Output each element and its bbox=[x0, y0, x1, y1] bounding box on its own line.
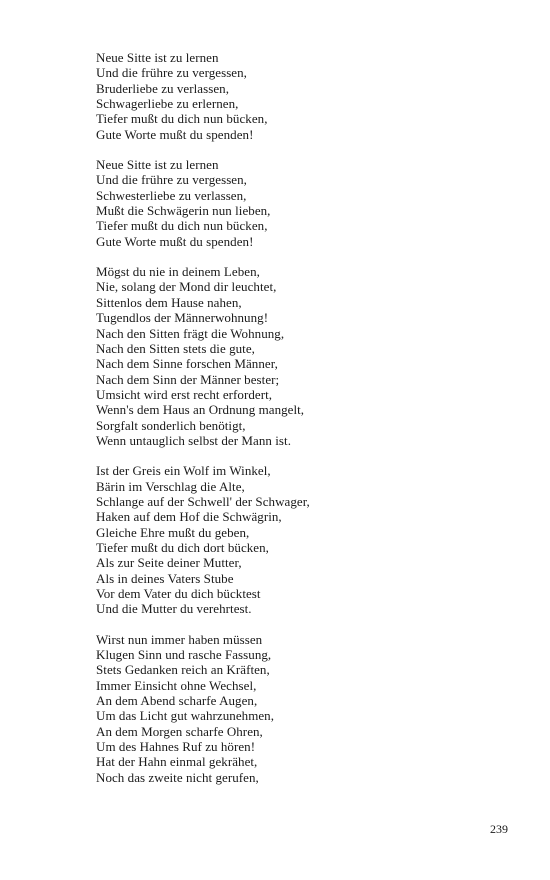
poem-line: Nach den Sitten stets die gute, bbox=[96, 340, 255, 356]
poem-line: Als zur Seite deiner Mutter, bbox=[96, 555, 242, 571]
poem-line: Ist der Greis ein Wolf im Winkel, bbox=[96, 463, 271, 479]
poem-line: Nach dem Sinne forschen Männer, bbox=[96, 356, 278, 372]
stanza bbox=[96, 157, 516, 249]
poem-line: Als in deines Vaters Stube bbox=[96, 570, 234, 586]
poem-line: Wenn untauglich selbst der Mann ist. bbox=[96, 432, 291, 448]
poem-text bbox=[96, 50, 516, 800]
poem-line: Schlange auf der Schwell' der Schwager, bbox=[96, 493, 310, 509]
poem-line: Vor dem Vater du dich bücktest bbox=[96, 586, 261, 601]
poem-line: Mögst du nie in deinem Leben, bbox=[96, 264, 260, 280]
stanza bbox=[96, 463, 516, 616]
poem-line: Wirst nun immer haben müssen bbox=[96, 631, 263, 647]
poem-line: Und die Mutter du verehrtest. bbox=[96, 601, 252, 617]
poem-line: Schwagerliebe zu erlernen, bbox=[96, 96, 239, 112]
poem-line: Klugen Sinn und rasche Fassung, bbox=[96, 647, 272, 663]
poem-line: An dem Abend scharfe Augen, bbox=[96, 693, 258, 709]
poem-line: Nach dem Sinn der Männer bester; bbox=[96, 371, 280, 387]
poem-line: Gleiche Ehre mußt du geben, bbox=[96, 524, 250, 540]
poem-line: Neue Sitte ist zu lernen bbox=[96, 157, 219, 173]
poem-line: Schwesterliebe zu verlassen, bbox=[96, 187, 247, 203]
stanza bbox=[96, 264, 516, 448]
poem-line: Und die frühre zu vergessen, bbox=[96, 172, 247, 188]
poem-line: Tiefer mußt du dich nun bücken, bbox=[96, 218, 268, 234]
poem-line: Neue Sitte ist zu lernen bbox=[96, 50, 219, 65]
poem-line: Mußt die Schwägerin nun lieben, bbox=[96, 203, 271, 219]
poem-line: Haken auf dem Hof die Schwägrin, bbox=[96, 509, 282, 525]
poem-line: Bärin im Verschlag die Alte, bbox=[96, 478, 245, 494]
poem-line: Hat der Hahn einmal gekrähet, bbox=[96, 754, 258, 770]
poem-line: Um das Licht gut wahrzunehmen, bbox=[96, 708, 275, 724]
poem-line: Wenn's dem Haus an Ordnung mangelt, bbox=[96, 402, 305, 418]
poem-line: Umsicht wird erst recht erfordert, bbox=[96, 386, 273, 402]
poem-line: Bruderliebe zu verlassen, bbox=[96, 80, 230, 96]
poem-line: Gute Worte mußt du spenden! bbox=[96, 233, 254, 249]
poem-line: Um des Hahnes Ruf zu hören! bbox=[96, 739, 256, 755]
poem-line: Tiefer mußt du dich nun bücken, bbox=[96, 111, 268, 127]
poem-line: Nie, solang der Mond dir leuchtet, bbox=[96, 279, 277, 295]
poem-line: Stets Gedanken reich an Kräften, bbox=[96, 662, 270, 678]
poem-line: An dem Morgen scharfe Ohren, bbox=[96, 723, 263, 739]
page-number: 239 bbox=[490, 822, 508, 836]
poem-line: Sittenlos dem Hause nahen, bbox=[96, 294, 242, 310]
poem-line: Tugendlos der Männerwohnung! bbox=[96, 310, 269, 326]
stanza bbox=[96, 50, 516, 142]
poem-line: Tiefer mußt du dich dort bücken, bbox=[96, 539, 269, 555]
poem-line: Noch das zweite nicht gerufen, bbox=[96, 769, 259, 785]
poem-line: Nach den Sitten frägt die Wohnung, bbox=[96, 325, 285, 341]
poem-line: Immer Einsicht ohne Wechsel, bbox=[96, 677, 257, 693]
poem-line: Gute Worte mußt du spenden! bbox=[96, 126, 254, 142]
poem-line: Sorgfalt sonderlich benötigt, bbox=[96, 417, 246, 433]
poem-line: Und die frühre zu vergessen, bbox=[96, 65, 247, 81]
stanza bbox=[96, 632, 516, 785]
